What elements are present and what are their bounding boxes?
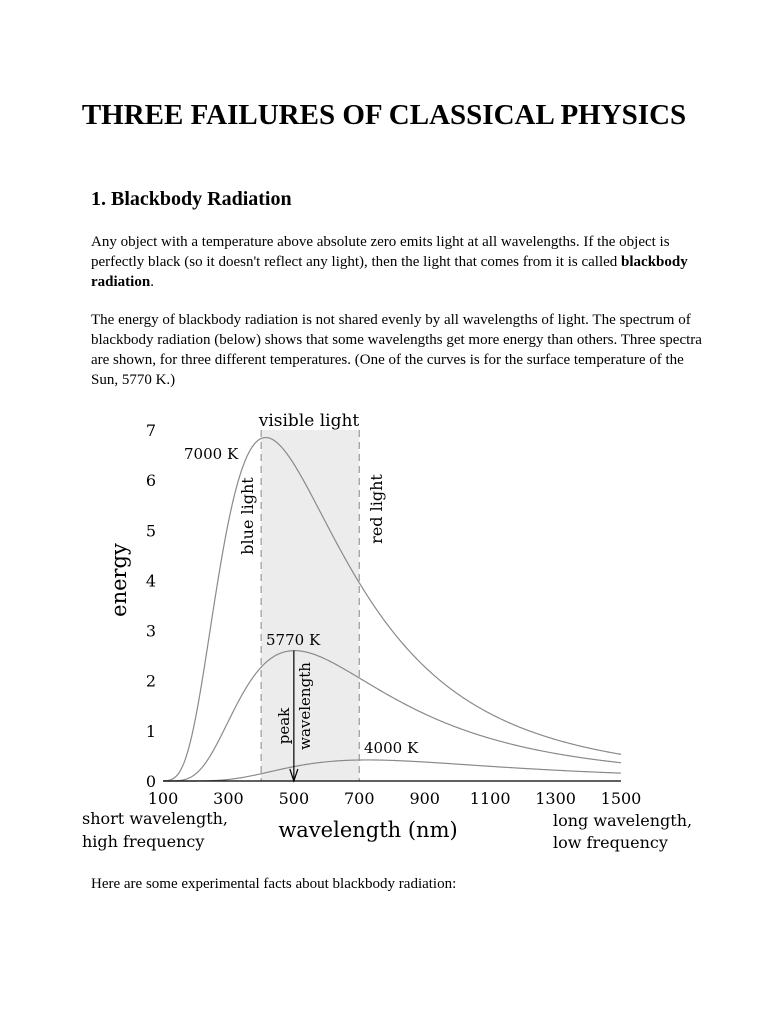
x-tick-label: 100 [147, 789, 179, 808]
paragraph-facts: Here are some experimental facts about blackbody radiation: [91, 876, 457, 892]
y-tick-label: 1 [145, 721, 156, 741]
blue-light-label: blue light [238, 477, 257, 555]
high-frequency-note: high frequency [82, 832, 205, 851]
series-label-7000k: 7000 K [184, 445, 239, 463]
peak-label: peak [275, 707, 293, 745]
x-tick-label: 900 [409, 789, 440, 808]
blackbody-spectrum-chart [70, 405, 710, 860]
series-label-5770k: 5770 K [266, 631, 321, 649]
y-tick-label: 5 [145, 521, 156, 541]
curve-7000k [163, 438, 621, 781]
y-tick-label: 7 [145, 421, 156, 440]
long-wavelength-note: long wavelength, [553, 811, 693, 830]
x-tick-label: 1300 [535, 789, 576, 808]
x-tick-label: 1100 [469, 789, 511, 808]
y-tick-label: 2 [145, 671, 156, 691]
term-blackbody-radiation: blackbody radiation [91, 254, 688, 290]
red-light-label: red light [367, 474, 386, 544]
y-tick-labels [146, 421, 156, 791]
visible-light-label: visible light [258, 411, 360, 431]
short-wavelength-note: short wavelength, [82, 809, 229, 828]
y-tick-label: 4 [145, 571, 156, 591]
curve-4000k [163, 760, 621, 781]
series-label-4000k: 4000 K [364, 739, 419, 757]
x-tick-labels [148, 789, 642, 808]
y-tick-label: 6 [145, 471, 156, 491]
section-heading: 1. Blackbody Radiation [91, 188, 292, 210]
curve-5770k [163, 651, 621, 781]
low-frequency-note: low frequency [553, 833, 668, 852]
x-tick-label: 700 [344, 789, 375, 808]
x-tick-label: 300 [213, 789, 244, 808]
page-title: THREE FAILURES OF CLASSICAL PHYSICS [81, 99, 687, 131]
paragraph-intro [91, 232, 711, 292]
paragraph-intro-end: . [150, 274, 154, 290]
x-axis-label: wavelength (nm) [278, 818, 458, 842]
y-tick-label: 3 [145, 621, 156, 641]
wavelength-label: wavelength [296, 662, 314, 750]
x-tick-label: 1500 [600, 789, 642, 808]
x-tick-label: 500 [278, 789, 310, 808]
y-tick-label: 0 [145, 772, 156, 791]
paragraph-intro-text: Any object with a temperature above absolute zero emits light at all wavelengths. If the object is perfectly black (so it doesn't reflect any light), then the light that comes from it is called [91, 234, 670, 270]
y-axis-label: energy [107, 543, 131, 617]
paragraph-spectrum: The energy of blackbody radiation is not shared evenly by all wavelengths of light. The spectrum of blackbody radiation (below) shows that some wavelengths get more energy than others. Three spectra are shown, for three different temperatures. (One of the curves is for the surface temperature of the Sun, 5770 K.) [91, 312, 702, 388]
